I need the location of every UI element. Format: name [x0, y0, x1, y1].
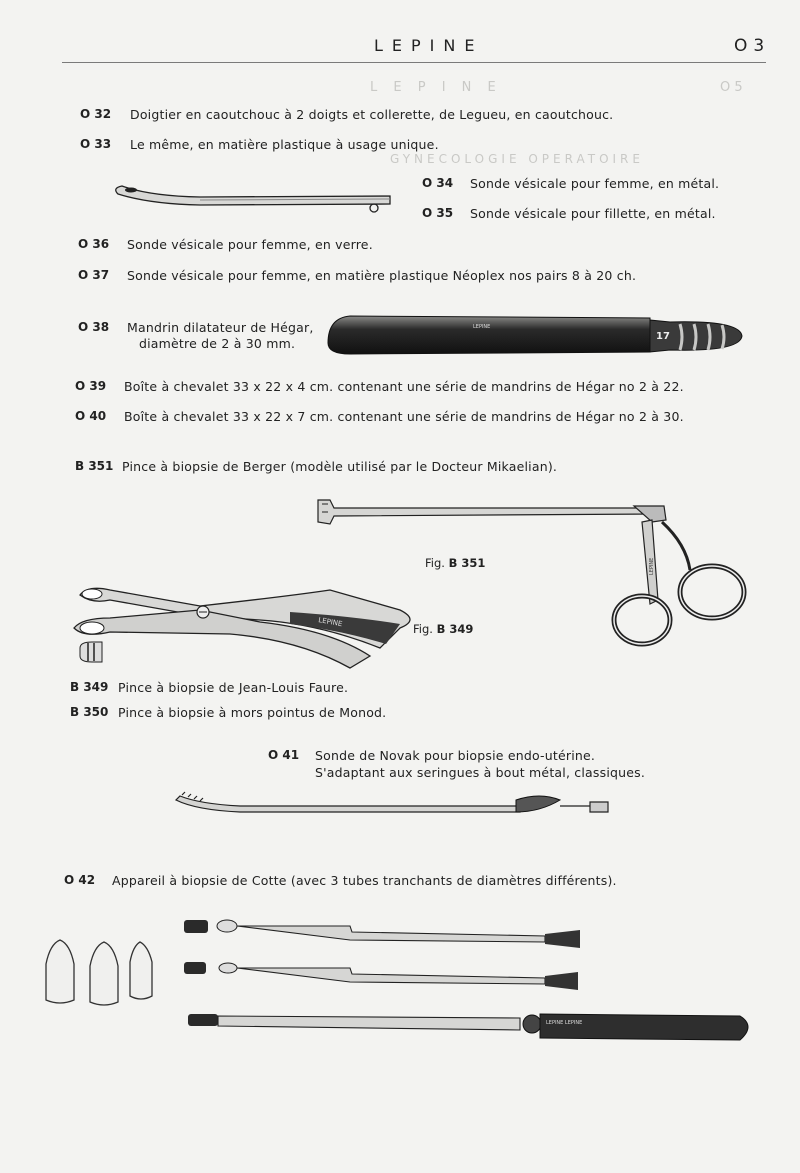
item-code: O 35	[422, 206, 454, 220]
item-code: O 38	[78, 320, 110, 334]
item-description-line2: diamètre de 2 à 30 mm.	[139, 336, 296, 351]
figure-code: B 349	[436, 622, 474, 636]
item-code: O 42	[64, 873, 96, 887]
item-code: O 33	[80, 137, 112, 151]
item-description-line2: S'adaptant aux seringues à bout métal, classiques.	[315, 765, 646, 780]
item-code: O 36	[78, 237, 110, 251]
item-description: Sonde vésicale pour femme, en verre.	[127, 237, 373, 252]
bleed-through-text: O 5	[720, 80, 743, 95]
item-description: Mandrin dilatateur de Hégar,	[127, 320, 314, 335]
item-code: O 40	[75, 409, 107, 423]
item-code: O 32	[80, 107, 112, 121]
item-code: O 41	[268, 748, 300, 762]
item-description: Pince à biopsie à mors pointus de Monod.	[118, 705, 387, 720]
figure-prefix: Fig.	[425, 556, 445, 570]
item-description: Pince à biopsie de Berger (modèle utilisé par le Docteur Mikaelian).	[122, 459, 558, 474]
item-code: O 39	[75, 379, 107, 393]
item-description: Sonde vésicale pour femme, en matière plastique Néoplex nos pairs 8 à 20 ch.	[127, 268, 637, 283]
item-code: O 34	[422, 176, 454, 190]
item-code: B 349	[70, 680, 109, 694]
item-description: Sonde vésicale pour fillette, en métal.	[470, 206, 716, 221]
item-description: Sonde de Novak pour biopsie endo-utérine.	[315, 748, 596, 763]
page-header-title: LEPINE	[374, 36, 484, 55]
engraved-brand-mark: LEPINE LEPINE	[546, 1020, 583, 1026]
item-description: Sonde vésicale pour femme, en métal.	[470, 176, 720, 191]
item-description: Boîte à chevalet 33 x 22 x 7 cm. contenant une série de mandrins de Hégar no 2 à 30.	[124, 409, 684, 424]
item-description: Le même, en matière plastique à usage unique.	[130, 137, 439, 152]
page-number: O3	[734, 36, 771, 56]
item-code: B 351	[75, 459, 114, 473]
engraved-brand-mark: LEPINE	[649, 557, 655, 575]
engraved-size-mark: 17	[656, 331, 670, 342]
item-code: O 37	[78, 268, 110, 282]
item-description: Boîte à chevalet 33 x 22 x 4 cm. contenant une série de mandrins de Hégar no 2 à 22.	[124, 379, 684, 394]
figure-prefix: Fig.	[413, 622, 433, 636]
engraved-brand-mark: LEPINE	[473, 324, 491, 330]
figure-code: B 351	[448, 556, 486, 570]
bleed-through-text: L E P I N E	[370, 80, 502, 95]
item-code: B 350	[70, 705, 109, 719]
item-description: Pince à biopsie de Jean-Louis Faure.	[118, 680, 349, 695]
item-description: Doigtier en caoutchouc à 2 doigts et collerette, de Legueu, en caoutchouc.	[130, 107, 614, 122]
item-description: Appareil à biopsie de Cotte (avec 3 tubes tranchants de diamètres différents).	[112, 873, 617, 888]
bleed-through-text: GYNECOLOGIE OPERATOIRE	[390, 152, 644, 166]
engraved-brand-mark: LEPINE	[317, 616, 343, 629]
